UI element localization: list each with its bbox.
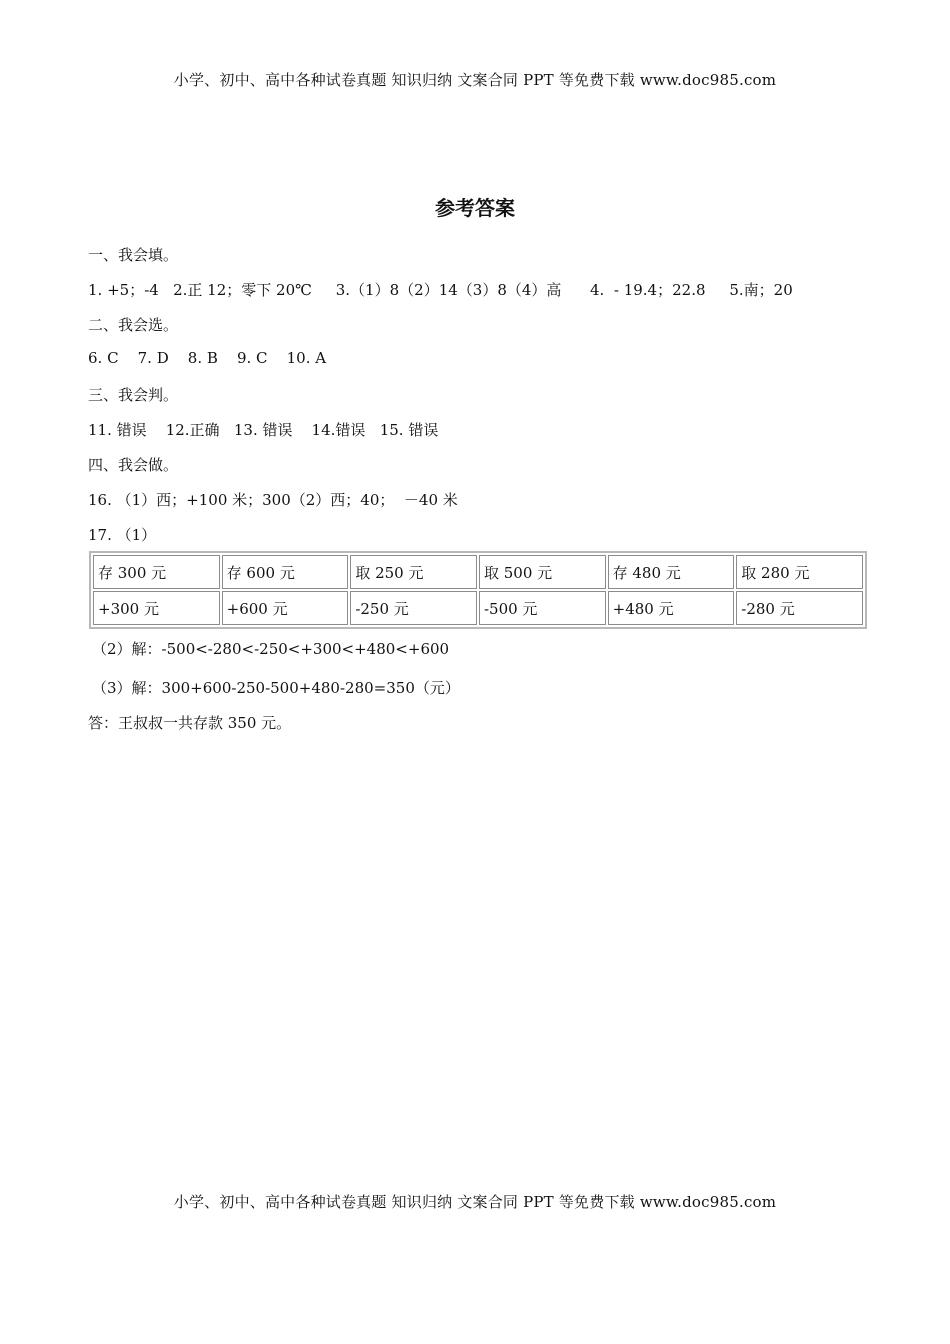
- table-cell: +600 元: [222, 591, 349, 625]
- question-17-part-3: （3）解：300+600-250-500+480-280=350（元）: [92, 679, 460, 697]
- page-title: 参考答案: [435, 196, 515, 220]
- table-cell: 取 500 元: [479, 555, 606, 589]
- table-cell: -250 元: [350, 591, 477, 625]
- table-cell: +480 元: [608, 591, 735, 625]
- table-row: [93, 591, 863, 625]
- table-cell: 存 300 元: [93, 555, 220, 589]
- section-1-answers: 1. +5；-4 2.正 12；零下 20℃ 3.（1）8（2）14（3）8（4）高 4. - 19.4；22.8 5.南；20: [88, 281, 793, 299]
- table-cell: -500 元: [479, 591, 606, 625]
- page-footer: 小学、初中、高中各种试卷真题 知识归纳 文案合同 PPT 等免费下载 www.doc985.com: [173, 1193, 777, 1211]
- question-17-label: 17. （1）: [88, 526, 157, 544]
- table-cell: +300 元: [93, 591, 220, 625]
- table-cell: -280 元: [736, 591, 863, 625]
- table-row: [93, 555, 863, 589]
- section-3-heading: 三、我会判。: [88, 386, 179, 404]
- table-cell: 取 280 元: [736, 555, 863, 589]
- section-3-answers: 11. 错误 12.正确 13. 错误 14.错误 15. 错误: [88, 421, 439, 439]
- section-4-heading: 四、我会做。: [88, 456, 179, 474]
- page-header: 小学、初中、高中各种试卷真题 知识归纳 文案合同 PPT 等免费下载 www.doc985.com: [173, 71, 777, 89]
- question-16-answer: 16. （1）西；+100 米；300（2）西；40； －40 米: [88, 491, 458, 509]
- section-2-heading: 二、我会选。: [88, 316, 179, 334]
- section-2-answers: 6. C 7. D 8. B 9. C 10. A: [88, 349, 327, 367]
- section-1-heading: 一、我会填。: [88, 246, 179, 264]
- table-cell: 存 480 元: [608, 555, 735, 589]
- deposit-table: [89, 551, 867, 629]
- question-17-part-2: （2）解：-500<-280<-250<+300<+480<+600: [92, 640, 450, 658]
- table-cell: 存 600 元: [222, 555, 349, 589]
- question-17-final-answer: 答：王叔叔一共存款 350 元。: [88, 714, 292, 732]
- table-cell: 取 250 元: [350, 555, 477, 589]
